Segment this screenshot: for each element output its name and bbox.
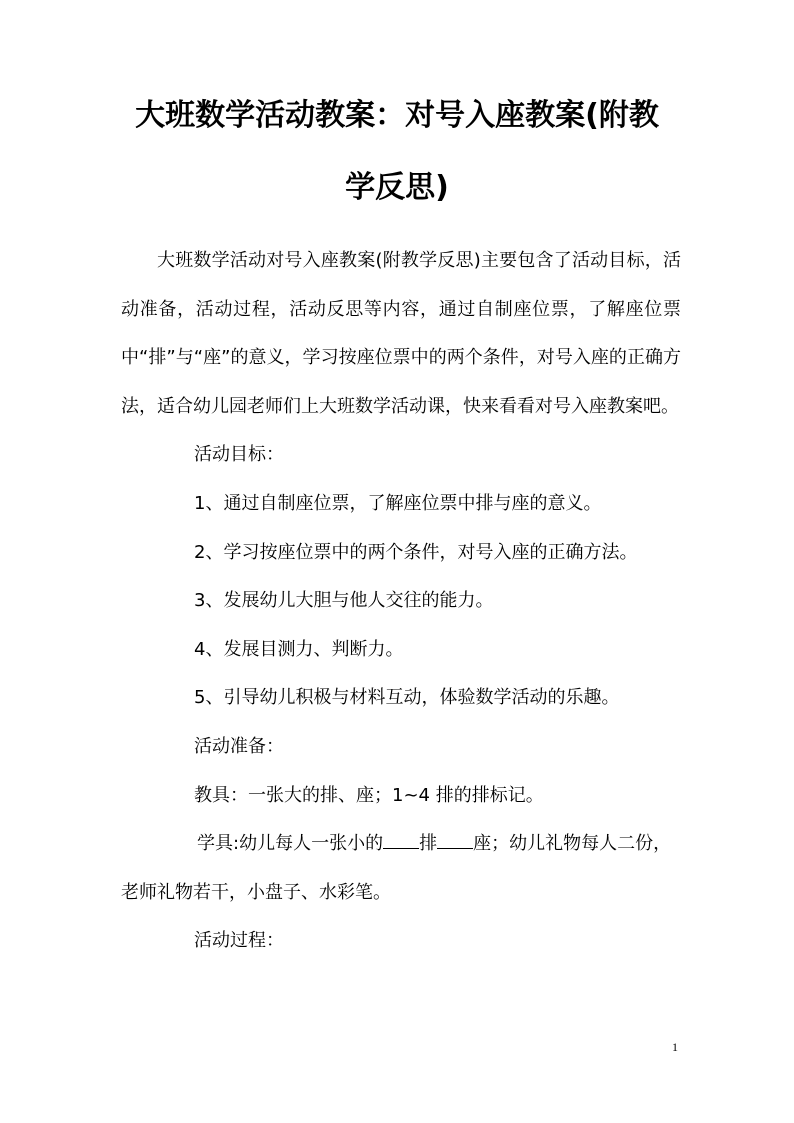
goal-item-1: 1、通过自制座位票，了解座位票中排与座的意义。 (194, 492, 602, 514)
title-line-1: 大班数学活动教案：对号入座教案(附教 (135, 98, 659, 133)
document-body (121, 237, 681, 966)
title-line-2: 学反思) (345, 170, 449, 205)
blank-row-field (383, 832, 419, 849)
goal-item-3: 3、发展幼儿大胆与他人交往的能力。 (194, 590, 494, 612)
learning-aids-text-1: 学具:幼儿每人一张小的 (197, 833, 384, 855)
process-heading: 活动过程： (194, 930, 284, 952)
learning-aids-text-3: 座；幼儿礼物每人二份，老师礼物若干，小盘子、水彩笔。 (121, 833, 672, 903)
blank-seat-field (437, 832, 473, 849)
teaching-aids: 教具：一张大的排、座；1~4 排的排标记。 (194, 784, 544, 806)
learning-aids (121, 820, 681, 917)
goals-heading: 活动目标： (194, 444, 284, 466)
intro-paragraph: 大班数学活动对号入座教案(附教学反思)主要包含了活动目标，活动准备，活动过程，活动反思等内容，通过自制座位票，了解座位票中“排”与“座”的意义，学习按座位票中的两个条件，对号入座的正确方法，适合幼儿园老师们上大班数学活动课，快来看看对号入座教案吧。 (121, 250, 681, 417)
learning-aids-text-2: 排 (419, 833, 438, 855)
goal-item-5: 5、引导幼儿积极与材料互动，体验数学活动的乐趣。 (194, 687, 620, 709)
goal-item-2: 2、学习按座位票中的两个条件，对号入座的正确方法。 (194, 541, 638, 563)
page-number: 1 (672, 1040, 678, 1054)
prep-heading: 活动准备： (194, 735, 284, 757)
goal-item-4: 4、发展目测力、判断力。 (194, 638, 404, 660)
